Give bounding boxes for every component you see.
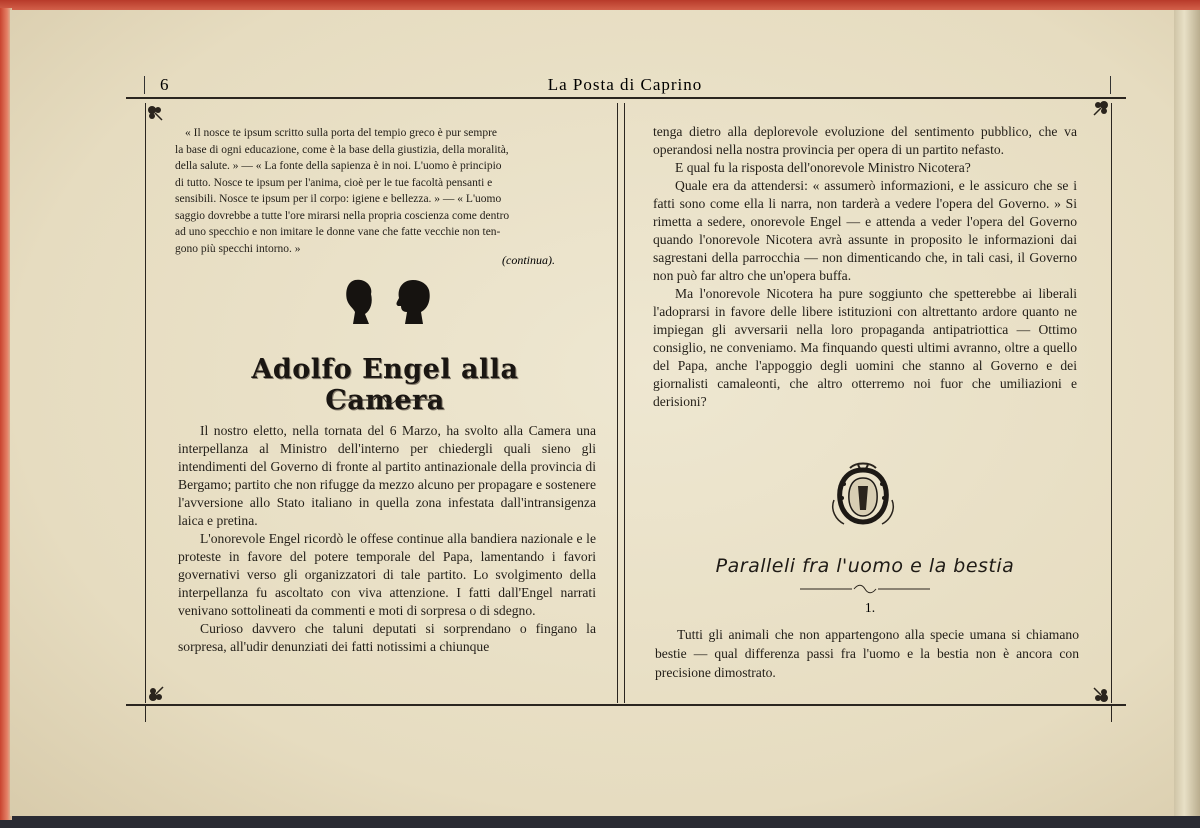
continued-note: (continua). — [502, 253, 555, 267]
quote-line: gono più specchi intorno. » — [175, 242, 301, 255]
article-paragraph: Tutti gli animali che non appartengono alla specie umana si chiamano bestie — qual differenza passi fra l'uomo e la bestia non è ancora con precisione dimostrato. — [655, 627, 1079, 680]
quote-line: della salute. » — « La fonte della sapienza è in noi. L'uomo è principio — [175, 160, 502, 172]
article-paragraph: L'onorevole Engel ricordò le offese continue alla bandiera nazionale e le proteste in favore del potere temporale del Papa, lamentando i favori governativi verso gli organizzatori di tale partito. Lo svolgimento della interpellanza fu ascoltato con viva attenzione. I fatti dall'Engel narrati venivano sottolineati da commenti e moti di sorpresa o di sdegno. — [178, 531, 596, 618]
clover-corner-icon — [1092, 99, 1110, 117]
section-body — [655, 625, 1079, 682]
article-paragraph: Ma l'onorevole Nicotera ha pure soggiunto che spetterebbe ai liberali l'adoprarsi in favore delle libere istituzioni con altrettanto ardore quanto ne impiegan gli avversarii nella loro propaganda antipatriottica — Ottimo consiglio, ne conveniamo. Ma finquando questi ultimi avranno, oltre a quello del Papa, anche l'appoggio degli uomini che stanno al Governo e dei giornalisti camaleonti, che altro otterremo noi fuor che umiliazioni e derisioni? — [653, 286, 1077, 409]
book-gutter — [1174, 10, 1200, 816]
section-number: 1. — [864, 600, 876, 615]
bottom-tick — [1111, 706, 1112, 722]
section-title: Paralleli fra l'uomo e la bestia — [715, 555, 1015, 577]
quote-line: ad uno specchio e non imitare le donne vane che fatte vecchie non ten- — [175, 226, 501, 238]
bottom-rule — [126, 704, 1126, 706]
clover-corner-icon — [147, 685, 165, 703]
right-article-body — [653, 123, 1077, 411]
header-tick — [1110, 76, 1111, 94]
flourish-divider-icon — [330, 395, 440, 405]
left-article-body — [178, 422, 596, 656]
article-paragraph: Il nostro eletto, nella tornata del 6 Marzo, ha svolto alla Camera una interpellanza al Ministro dell'interno per chiedergli quali sieno gli intendimenti del Governo di fronte al partito antinazionale della provincia di Bergamo; partito che non rifugge da mezzo alcuno per propagare e sostenere l'avversione allo Stato italiano in quella zona infestata dall'intransigenza laica e pretina. — [178, 423, 596, 528]
clover-corner-icon — [1092, 686, 1110, 704]
flourish-divider-icon — [800, 584, 930, 594]
page-number: 6 — [160, 75, 170, 94]
quote-line: « Il nosce te ipsum scritto sulla porta del tempio greco è pur sempre — [185, 127, 498, 139]
bottom-tick — [145, 706, 146, 722]
column-divider — [617, 103, 618, 703]
quote-line: la base di ogni educazione, come è la base della giustizia, della moralità, — [175, 143, 509, 156]
page-header — [130, 70, 1120, 96]
top-rule — [126, 97, 1126, 99]
quote-line: di tutto. Nosce te ipsum per l'anima, cioè per le tue facoltà pensanti e — [175, 176, 493, 189]
article-headline: Adolfo Engel alla Camera — [251, 354, 519, 416]
quote-line: saggio dovrebbe a tutte l'ore mirarsi nella propria coscienza come dentro — [175, 209, 510, 222]
clover-corner-icon — [146, 104, 164, 122]
horseshoe-ornament-icon — [830, 460, 896, 528]
article-paragraph: Curioso davvero che taluni deputati si sorprendano o fingano la sorpresa, all'udir denunziati dei fatti notissimi a chiunque — [178, 621, 596, 654]
quote-block — [175, 125, 595, 257]
page-title: La Posta di Caprino — [547, 75, 703, 94]
article-paragraph: E qual fu la risposta dell'onorevole Ministro Nicotera? — [675, 160, 971, 175]
column-divider — [624, 103, 625, 703]
right-frame-rule — [1111, 103, 1112, 703]
article-paragraph: tenga dietro alla deplorevole evoluzione del sentimento pubblico, che va operandosi nella nostra provincia per opera di un partito nefasto. — [653, 124, 1077, 157]
silhouette-portraits-icon — [343, 276, 435, 328]
left-frame-rule — [145, 103, 146, 703]
quote-line: sensibili. Nosce te ipsum per il corpo: igiene e bellezza. » — « L'uomo — [175, 193, 502, 205]
article-paragraph: Quale era da attendersi: « assumerò informazioni, e le assicuro che se i fatti sono come ella li narra, non tarderà a vedere l'opera del Governo. » Si rimetta a sedere, onorevole Engel — e attenda a veder l'opera del Governo quando l'onorevole Nicotera avrà assunte in proposito le informazioni dai sagrestani della parrocchia — non dimenticando che, in tali casi, il Governo non può far altro che un'opera buffa. — [653, 178, 1077, 283]
